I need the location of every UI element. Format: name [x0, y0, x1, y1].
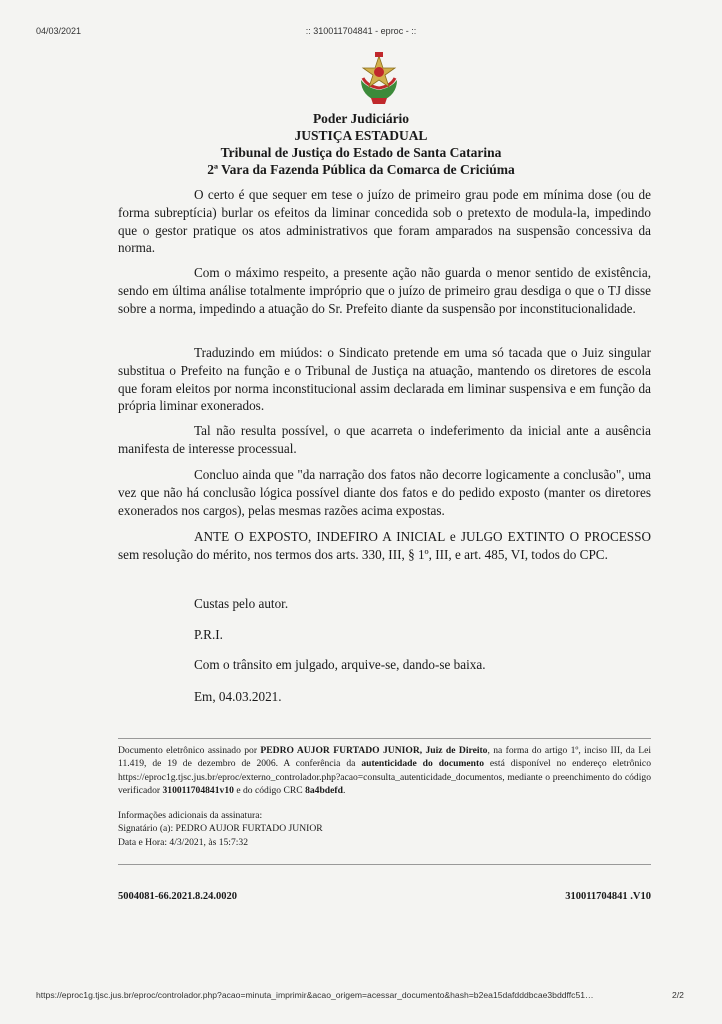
paragraph-2: [118, 264, 651, 317]
signer-name: PEDRO AUJOR FURTADO JUNIOR, Juiz de Direito: [260, 745, 488, 756]
paragraph-5: [118, 466, 651, 519]
paragraph-ruling: [118, 528, 651, 564]
divider: [118, 864, 651, 865]
paragraph-pri: [118, 626, 651, 644]
signature-text-2: , na forma do artigo 1º, inciso III, da Lei 11.419, de 19 de dezembro de 2006. A conferência da: [118, 745, 651, 770]
signature-text-5: .: [342, 784, 346, 796]
paragraph-3: [118, 344, 651, 415]
page-counter: 2/2: [672, 990, 684, 1000]
signature-text-4: e do código CRC: [233, 784, 306, 796]
ruling-emphasis: ANTE O EXPOSTO, INDEFIRO A INICIAL e JULGO EXTINTO O PROCESSO: [194, 529, 651, 544]
signatory: Signatário (a): PEDRO AUJOR FURTADO JUNIOR: [118, 823, 323, 835]
header-division: 2ª Vara da Fazenda Pública da Comarca de Criciúma: [207, 162, 515, 177]
paragraph-5-text: Concluo ainda que "da narração dos fatos não decorre logicamente a conclusão", uma vez que não há conclusão lógica possível diante dos fatos e do pedido exposto (manter os diretores exonerados nos cargos), pelas mesmas razões acima expostas.: [118, 467, 651, 518]
ruling-text: sem resolução do mérito, nos termos dos arts. 330, III, § 1º, III, e art. 485, VI, todos do CPC.: [118, 546, 608, 562]
archive-text: Com o trânsito em julgado, arquive-se, dando-se baixa.: [194, 657, 486, 672]
pri-text: P.R.I.: [194, 627, 223, 642]
header-judiciary: Poder Judiciário: [312, 111, 410, 126]
page-url: https://eproc1g.tjsc.jus.br/eproc/controlador.php?acao=minuta_imprimir&acao_origem=acessar_documento&hash=b2ea15dafdddbcae3bddffc51…: [36, 990, 594, 1000]
signature-text-1: Documento eletrônico assinado por: [118, 745, 261, 756]
signature-datetime: Data e Hora: 4/3/2021, às 15:7:32: [118, 836, 249, 848]
document-version: 310011704841 .V10: [565, 891, 651, 902]
print-title: :: 310011704841 - eproc - ::: [305, 26, 417, 36]
paragraph-1: [118, 186, 651, 257]
verification-code: 310011704841v10: [162, 784, 234, 796]
date-text: Em, 04.03.2021.: [194, 689, 282, 704]
paragraph-1-text: O certo é que sequer em tese o juízo de primeiro grau pode em mínima dose (ou de forma subreptícia) burlar os efeitos da liminar concedida sob o pretexto de modula-la, impedindo que o gestor pratique os atos administrativos que foram amparados na suspensão concessiva da norma.: [118, 187, 651, 256]
paragraph-costs: [118, 595, 651, 613]
signature-info-title: Informações adicionais da assinatura:: [118, 810, 263, 821]
signature-text-3: está disponível no endereço eletrônico https://eproc1g.tjsc.jus.br/eproc/externo_controlador.php?acao=consulta_autenticidade_documentos, mediante o preenchimento do código verificador: [118, 758, 651, 796]
coat-of-arms-icon: [357, 50, 401, 106]
paragraph-4: [118, 422, 651, 458]
header-court: Tribunal de Justiça do Estado de Santa Catarina: [220, 145, 502, 160]
paragraph-3-text: Traduzindo em miúdos: o Sindicato pretende em uma só tacada que o Juiz singular substitua o Prefeito na função e o Tribunal de Justiça na atuação, mantendo os diretores de escola que foram eleitos por norma inconstitucional assim declarada em liminar suspensiva e em função da própria liminar exonerados.: [118, 345, 651, 414]
crc-code: 8a4bdefd: [305, 784, 343, 796]
paragraph-archive: [118, 656, 651, 674]
costs-text: Custas pelo autor.: [194, 596, 289, 611]
signature-info: [118, 809, 651, 849]
signature-block: [118, 744, 651, 797]
print-date: 04/03/2021: [36, 26, 82, 36]
divider: [118, 738, 651, 739]
process-number: 5004081-66.2021.8.24.0020: [118, 891, 237, 902]
paragraph-2-text: Com o máximo respeito, a presente ação não guarda o menor sentido de existência, sendo em última análise totalmente impróprio que o juízo de primeiro grau desdiga o que o TJ disse sobre a norma, impedindo a atuação do Sr. Prefeito diante da suspensão por inconstitucionalidade.: [118, 265, 651, 316]
header-court-type: JUSTIÇA ESTADUAL: [294, 128, 428, 143]
authenticity-label: autenticidade do documento: [361, 758, 484, 770]
paragraph-4-text: Tal não resulta possível, o que acarreta o indeferimento da inicial ante a ausência manifesta de interesse processual.: [118, 423, 651, 456]
paragraph-date: [118, 688, 651, 706]
